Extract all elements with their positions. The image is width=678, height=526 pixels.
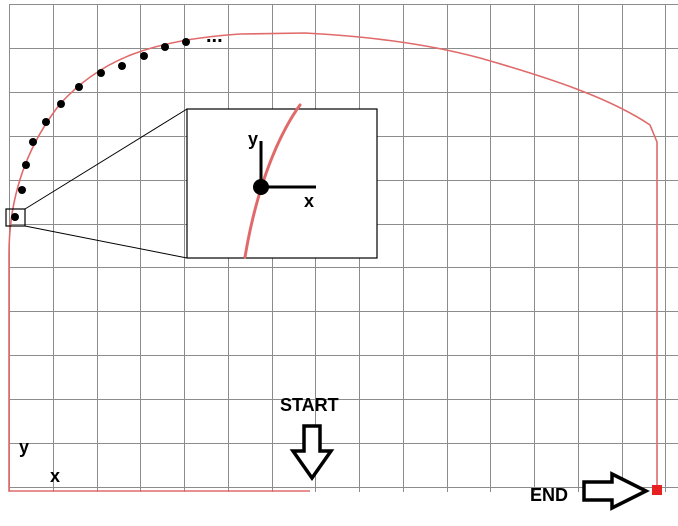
zoom-inset (187, 109, 377, 258)
sample-point (29, 138, 37, 146)
sample-point (75, 83, 83, 91)
sample-point (57, 100, 65, 108)
end-marker (652, 485, 662, 495)
sample-point (161, 43, 169, 51)
main-y-label: y (19, 437, 30, 457)
right-arrow-icon (584, 474, 646, 508)
sample-point (18, 186, 26, 194)
sample-point (22, 161, 30, 169)
down-arrow-icon (293, 426, 331, 478)
zoom-connector-bottom (25, 226, 187, 258)
ellipsis-label: ... (206, 25, 223, 47)
start-label: START (280, 395, 339, 415)
sample-point (182, 38, 190, 46)
sample-point (118, 62, 126, 70)
sample-point (11, 213, 19, 221)
main-x-label: x (50, 466, 61, 486)
zoom-x-label: x (304, 191, 315, 211)
sample-point (42, 118, 50, 126)
path-curve (9, 33, 657, 491)
end-label: END (530, 485, 569, 505)
zoom-y-label: y (248, 129, 259, 149)
sample-point (97, 69, 105, 77)
zoom-origin-point (253, 179, 269, 195)
sample-point (140, 52, 148, 60)
sample-points (11, 38, 190, 221)
